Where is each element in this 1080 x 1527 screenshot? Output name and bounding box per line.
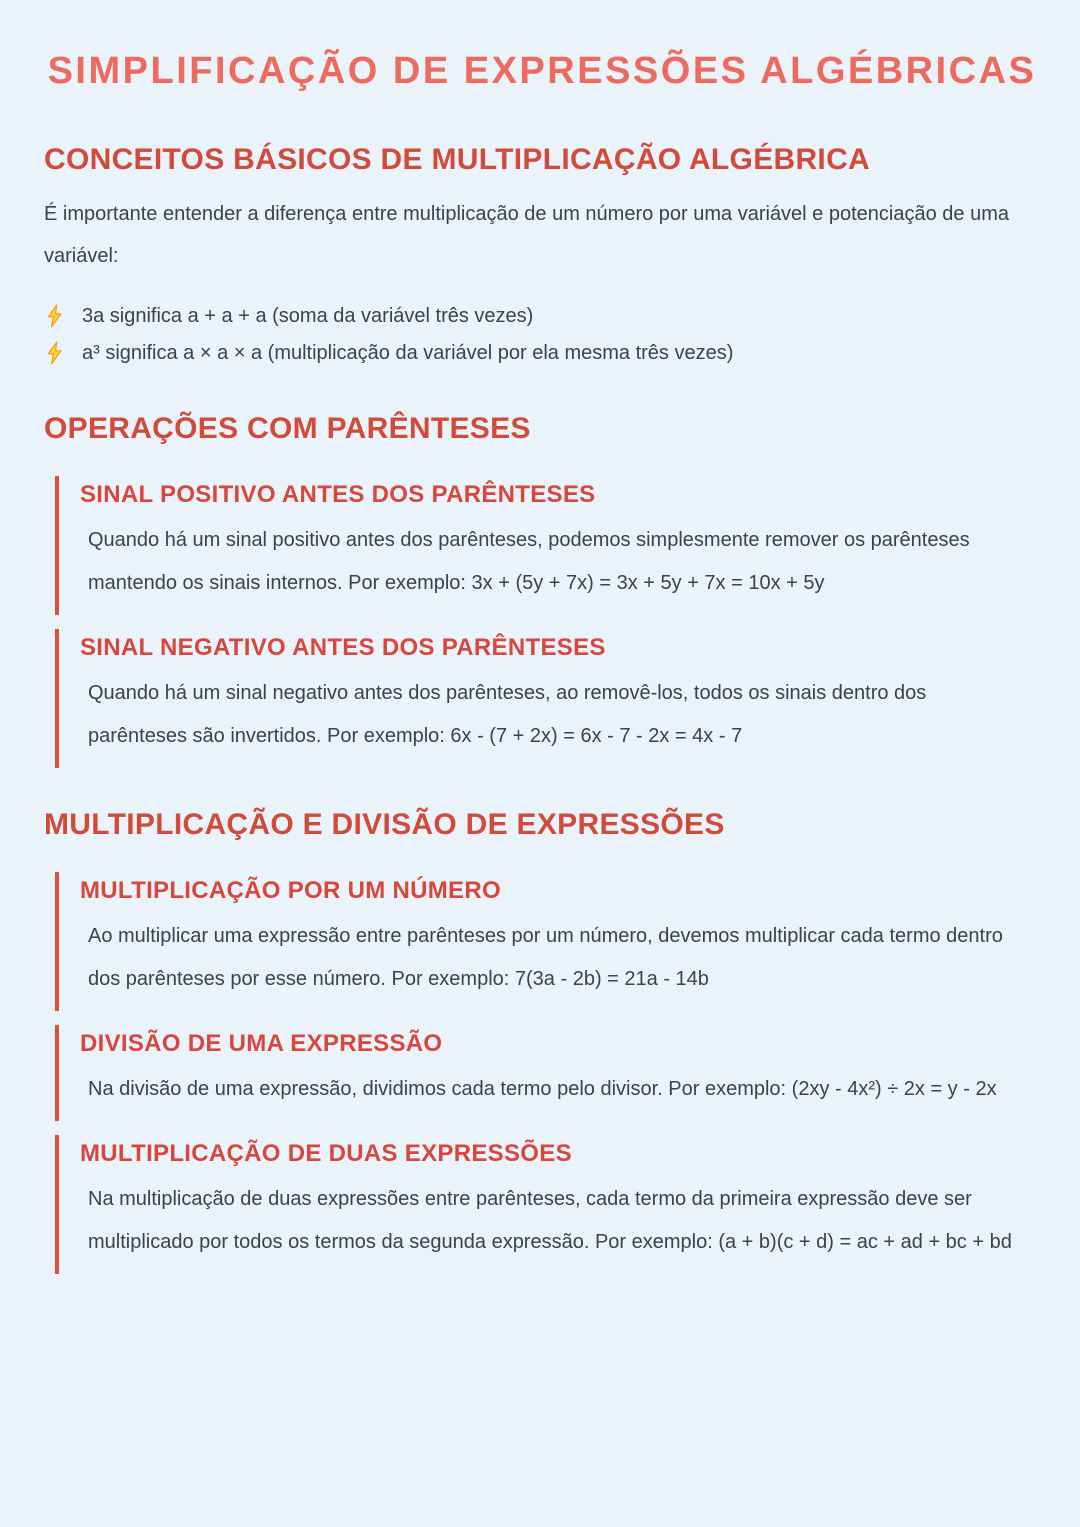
section-conceitos-basicos — [44, 143, 1070, 368]
subsection-heading-multiplicacao-duas-expressoes: MULTIPLICAÇÃO DE DUAS EXPRESSÕES — [80, 1140, 572, 1167]
subsection-heading-sinal-negativo: SINAL NEGATIVO ANTES DOS PARÊNTESES — [80, 634, 606, 661]
page-title: SIMPLIFICAÇÃO DE EXPRESSÕES ALGÉBRICAS — [47, 50, 1037, 92]
section-operacoes-parenteses — [44, 412, 1070, 768]
lightning-icon — [44, 301, 65, 329]
subsection-body-multiplicacao-duas-expressoes: Na multiplicação de duas expressões entre parênteses, cada termo da primeira expressão deve ser multiplicado por todos os termos da segunda expressão. Por exemplo: (a + b)(c + d) = ac + ad + bc + bd — [88, 1188, 1012, 1253]
bullet-text: 3a significa a + a + a (soma da variável três vezes) — [82, 305, 534, 327]
section-heading-conceitos: CONCEITOS BÁSICOS DE MULTIPLICAÇÃO ALGÉBRICA — [44, 143, 870, 176]
subsection-body-multiplicacao-numero: Ao multiplicar uma expressão entre parênteses por um número, devemos multiplicar cada termo dentro dos parênteses por esse número. Por exemplo: 7(3a - 2b) = 21a - 14b — [88, 925, 1003, 990]
subsection-multiplicacao-duas-expressoes — [55, 1135, 1070, 1274]
subsection-body-sinal-positivo: Quando há um sinal positivo antes dos parênteses, podemos simplesmente remover os parênteses mantendo os sinais internos. Por exemplo: 3x + (5y + 7x) = 3x + 5y + 7x = 10x + 5y — [88, 529, 970, 594]
subsection-multiplicacao-numero — [55, 872, 1070, 1011]
subsection-body-divisao-expressao: Na divisão de uma expressão, dividimos cada termo pelo divisor. Por exemplo: (2xy - 4x²) ÷ 2x = y - 2x — [88, 1078, 997, 1100]
section-intro-text: É importante entender a diferença entre multiplicação de um número por uma variável e potenciação de uma variável: — [44, 203, 1009, 267]
bullet-list — [44, 301, 1070, 368]
section-multiplicacao-divisao — [44, 808, 1070, 1274]
bullet-text: a³ significa a × a × a (multiplicação da variável por ela mesma três vezes) — [82, 342, 734, 364]
subsection-sinal-negativo — [55, 629, 1070, 768]
section-heading-multiplicacao-divisao: MULTIPLICAÇÃO E DIVISÃO DE EXPRESSÕES — [44, 808, 725, 841]
subsection-heading-sinal-positivo: SINAL POSITIVO ANTES DOS PARÊNTESES — [80, 481, 596, 508]
subsection-sinal-positivo — [55, 476, 1070, 615]
list-item — [44, 301, 1054, 331]
list-item — [44, 338, 1054, 368]
lightning-icon — [44, 338, 65, 366]
subsection-heading-divisao-expressao: DIVISÃO DE UMA EXPRESSÃO — [80, 1030, 443, 1057]
subsection-heading-multiplicacao-numero: MULTIPLICAÇÃO POR UM NÚMERO — [80, 877, 501, 904]
subsection-divisao-expressao — [55, 1025, 1070, 1121]
section-heading-operacoes: OPERAÇÕES COM PARÊNTESES — [44, 412, 531, 445]
subsection-body-sinal-negativo: Quando há um sinal negativo antes dos parênteses, ao removê-los, todos os sinais dentro dos parênteses são invertidos. Por exemplo: 6x - (7 + 2x) = 6x - 7 - 2x = 4x - 7 — [88, 682, 927, 747]
